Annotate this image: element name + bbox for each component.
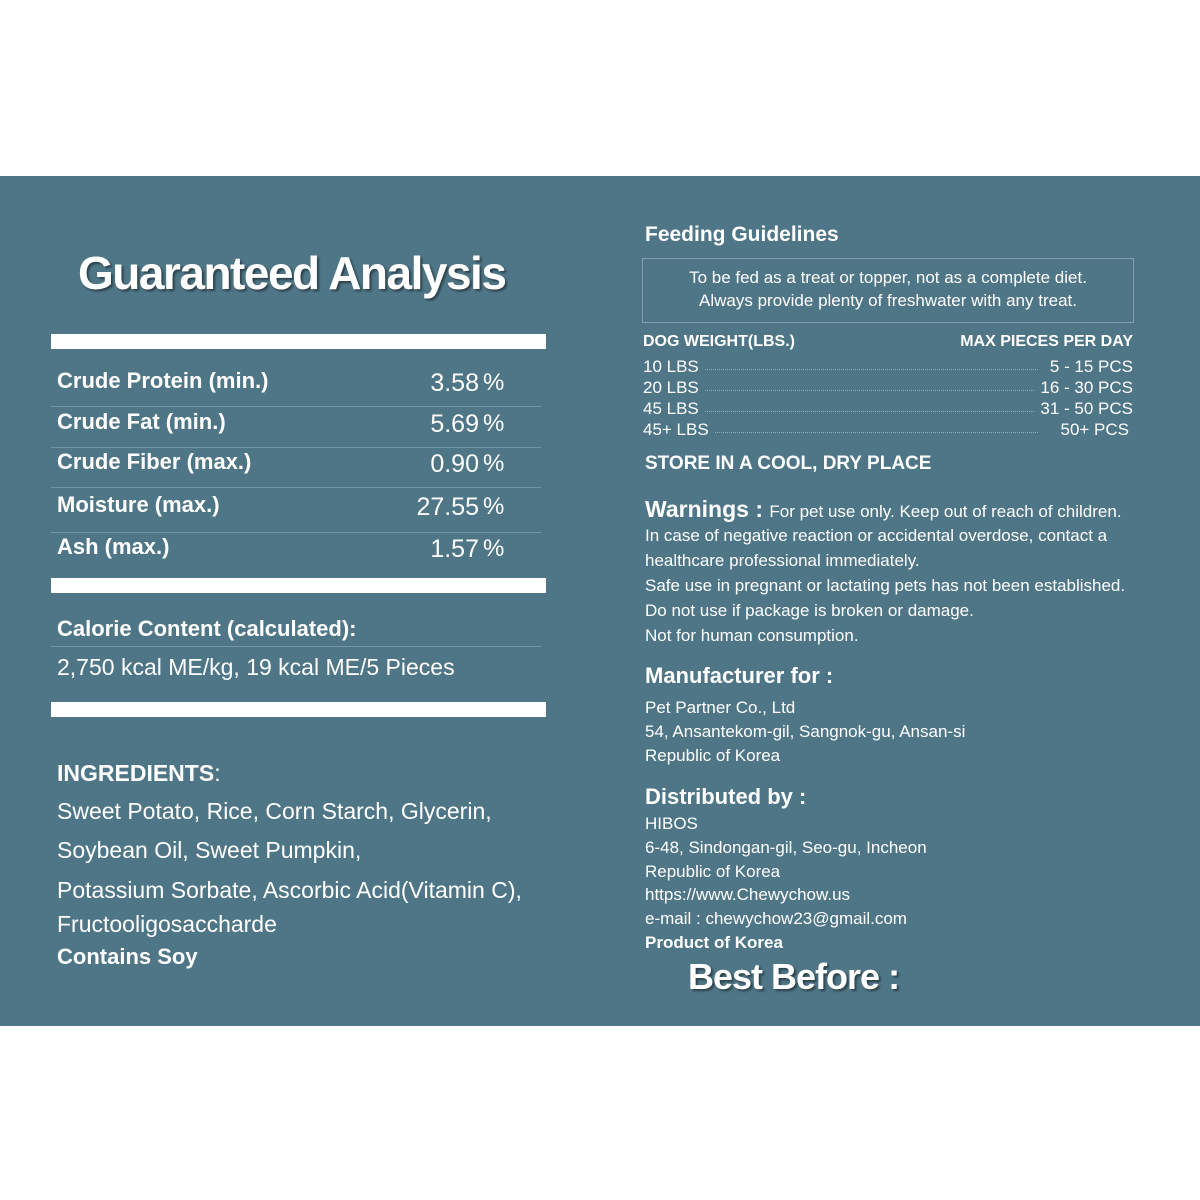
nutrient-unit: % [483, 450, 505, 477]
best-before-label: Best Before : [688, 956, 900, 997]
nutrient-row [51, 532, 541, 572]
feeding-weight: 20 LBS [643, 378, 705, 398]
ingredients-line: Potassium Sorbate, Ascorbic Acid(Vitamin C), [57, 877, 522, 903]
feeding-weight: 45+ LBS [643, 420, 715, 440]
nutrient-row [51, 407, 541, 448]
feeding-row [643, 357, 1133, 378]
manufacturer-line: Pet Partner Co., Ltd [645, 698, 796, 717]
distributor-email: e-mail : chewychow23@gmail.com [645, 909, 907, 928]
divider-bar [51, 578, 546, 593]
nutrient-unit: % [483, 535, 505, 562]
leader-dots [703, 432, 1038, 433]
manufacturer-line: 54, Ansantekom-gil, Sangnok-gu, Ansan-si [645, 722, 966, 741]
label-panel [0, 176, 1200, 1026]
ingredients-heading [57, 760, 221, 787]
warnings-first-line: For pet use only. Keep out of reach of children. [769, 502, 1122, 521]
leader-dots [703, 411, 1038, 412]
manufacturer-title: Manufacturer for : [645, 663, 834, 688]
distributor-title: Distributed by : [645, 784, 807, 809]
warning-line: Do not use if package is broken or damage. [645, 601, 974, 620]
warnings-title: Warnings : [645, 496, 763, 522]
warnings-heading [645, 496, 1122, 523]
feeding-guidelines-title: Feeding Guidelines [645, 223, 839, 246]
calorie-content-value: 2,750 kcal ME/kg, 19 kcal ME/5 Pieces [57, 654, 455, 680]
feeding-note: Always provide plenty of freshwater with any treat. [699, 291, 1077, 310]
nutrient-unit: % [483, 493, 505, 520]
feeding-row [643, 378, 1133, 399]
nutrient-label: Crude Fat (min.) [57, 409, 226, 434]
nutrient-label: Moisture (max.) [57, 492, 220, 517]
feeding-row [643, 399, 1133, 420]
feeding-pieces: 50+ PCS [1054, 420, 1129, 440]
nutrient-row [51, 366, 541, 407]
allergen-statement: Contains Soy [57, 944, 198, 969]
nutrient-value: 27.55 [416, 493, 479, 521]
ingredients-label: INGREDIENTS [57, 760, 215, 786]
nutrient-value: 3.58 [430, 369, 479, 397]
divider-bar [51, 702, 546, 717]
calorie-content-label: Calorie Content (calculated): [57, 616, 357, 641]
warning-line: healthcare professional immediately. [645, 551, 920, 570]
ingredients-colon: : [214, 760, 221, 786]
distributor-website: https://www.Chewychow.us [645, 885, 851, 904]
nutrient-unit: % [483, 369, 505, 396]
warning-line: Not for human consumption. [645, 626, 859, 645]
nutrient-value: 1.57 [430, 535, 479, 563]
feeding-note: To be fed as a treat or topper, not as a complete diet. [689, 268, 1087, 287]
calorie-divider [51, 646, 541, 647]
manufacturer-line: Republic of Korea [645, 746, 781, 765]
warning-line: In case of negative reaction or accidental overdose, contact a [645, 526, 1108, 545]
guaranteed-analysis-title: Guaranteed Analysis [78, 247, 506, 299]
feeding-row [643, 420, 1133, 441]
nutrient-value: 0.90 [430, 450, 479, 478]
ingredients-line: Sweet Potato, Rice, Corn Starch, Glycerin, [57, 798, 492, 824]
nutrient-label: Crude Protein (min.) [57, 368, 269, 393]
feeding-weight: 45 LBS [643, 399, 705, 419]
nutrient-label: Ash (max.) [57, 534, 170, 559]
distributor-line: HIBOS [645, 814, 698, 833]
feeding-pieces: 5 - 15 PCS [1044, 357, 1133, 377]
feeding-header-weight: DOG WEIGHT(LBS.) [643, 333, 795, 350]
ingredients-line: Fructooligosaccharde [57, 911, 277, 937]
nutrient-value: 5.69 [430, 410, 479, 438]
feeding-weight: 10 LBS [643, 357, 705, 377]
feeding-header-pieces: MAX PIECES PER DAY [960, 333, 1133, 350]
nutrient-label: Crude Fiber (max.) [57, 449, 252, 474]
product-origin: Product of Korea [645, 933, 783, 952]
leader-dots [703, 390, 1038, 391]
nutrient-unit: % [483, 410, 505, 437]
nutrient-row [51, 490, 541, 533]
nutrient-row [51, 447, 541, 488]
distributor-line: Republic of Korea [645, 862, 781, 881]
warning-line: Safe use in pregnant or lactating pets has not been established. [645, 576, 1126, 595]
storage-instruction: STORE IN A COOL, DRY PLACE [645, 453, 932, 474]
leader-dots [703, 369, 1038, 370]
distributor-line: 6-48, Sindongan-gil, Seo-gu, Incheon [645, 838, 927, 857]
ingredients-line: Soybean Oil, Sweet Pumpkin, [57, 837, 362, 863]
divider-bar [51, 334, 546, 349]
feeding-pieces: 16 - 30 PCS [1034, 378, 1133, 398]
feeding-note-box [642, 258, 1134, 323]
feeding-pieces: 31 - 50 PCS [1034, 399, 1133, 419]
